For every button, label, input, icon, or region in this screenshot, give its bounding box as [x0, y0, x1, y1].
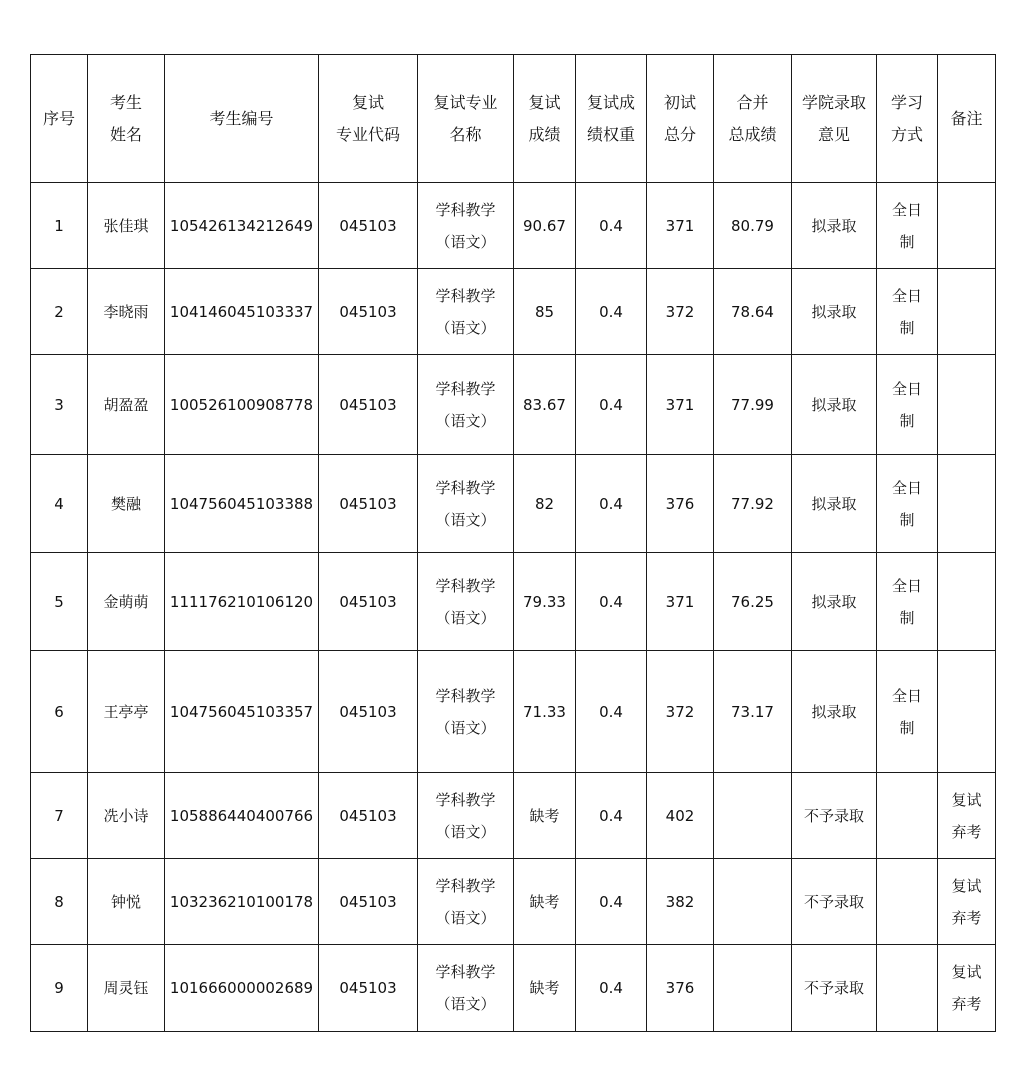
table-row	[31, 773, 996, 859]
cell-id: 105426134212649	[165, 183, 319, 269]
header-index: 序号	[31, 55, 88, 183]
cell-retest: 90.67	[514, 183, 576, 269]
cell-index: 7	[31, 773, 88, 859]
cell-total: 77.92	[714, 455, 792, 553]
table-row	[31, 269, 996, 355]
cell-total: 76.25	[714, 553, 792, 651]
cell-weight: 0.4	[576, 859, 647, 945]
cell-index: 1	[31, 183, 88, 269]
cell-weight: 0.4	[576, 773, 647, 859]
cell-initial: 371	[647, 355, 714, 455]
cell-name: 樊融	[88, 455, 165, 553]
header-major: 复试专业 名称	[418, 55, 514, 183]
header-weight: 复试成 绩权重	[576, 55, 647, 183]
table-row	[31, 945, 996, 1032]
cell-major: 学科教学 （语文）	[418, 945, 514, 1032]
cell-opinion: 拟录取	[792, 651, 877, 773]
cell-index: 6	[31, 651, 88, 773]
cell-index: 5	[31, 553, 88, 651]
cell-major: 学科教学 （语文）	[418, 269, 514, 355]
admission-table	[30, 54, 996, 1032]
cell-name: 周灵钰	[88, 945, 165, 1032]
table-row	[31, 183, 996, 269]
cell-initial: 376	[647, 945, 714, 1032]
cell-opinion: 拟录取	[792, 269, 877, 355]
cell-opinion: 拟录取	[792, 455, 877, 553]
cell-weight: 0.4	[576, 183, 647, 269]
header-note: 备注	[938, 55, 996, 183]
cell-code: 045103	[319, 651, 418, 773]
cell-total: 78.64	[714, 269, 792, 355]
cell-note: 复试 弃考	[938, 945, 996, 1032]
cell-code: 045103	[319, 945, 418, 1032]
cell-note	[938, 651, 996, 773]
cell-id: 104756045103357	[165, 651, 319, 773]
cell-retest: 79.33	[514, 553, 576, 651]
header-id: 考生编号	[165, 55, 319, 183]
cell-mode	[877, 773, 938, 859]
cell-id: 104146045103337	[165, 269, 319, 355]
cell-code: 045103	[319, 553, 418, 651]
cell-retest: 82	[514, 455, 576, 553]
cell-code: 045103	[319, 269, 418, 355]
cell-code: 045103	[319, 355, 418, 455]
cell-index: 3	[31, 355, 88, 455]
cell-mode: 全日 制	[877, 651, 938, 773]
cell-total	[714, 945, 792, 1032]
cell-total: 77.99	[714, 355, 792, 455]
cell-code: 045103	[319, 455, 418, 553]
cell-weight: 0.4	[576, 651, 647, 773]
cell-opinion: 不予录取	[792, 859, 877, 945]
cell-initial: 402	[647, 773, 714, 859]
cell-opinion: 拟录取	[792, 355, 877, 455]
cell-code: 045103	[319, 773, 418, 859]
cell-weight: 0.4	[576, 455, 647, 553]
cell-opinion: 拟录取	[792, 553, 877, 651]
cell-initial: 372	[647, 651, 714, 773]
cell-weight: 0.4	[576, 355, 647, 455]
table-row	[31, 859, 996, 945]
header-opinion: 学院录取 意见	[792, 55, 877, 183]
cell-major: 学科教学 （语文）	[418, 553, 514, 651]
header-mode: 学习 方式	[877, 55, 938, 183]
cell-total	[714, 773, 792, 859]
cell-mode	[877, 859, 938, 945]
table-row	[31, 553, 996, 651]
cell-name: 胡盈盈	[88, 355, 165, 455]
cell-mode: 全日 制	[877, 183, 938, 269]
cell-retest: 71.33	[514, 651, 576, 773]
table-row	[31, 455, 996, 553]
cell-name: 冼小诗	[88, 773, 165, 859]
cell-note	[938, 183, 996, 269]
cell-major: 学科教学 （语文）	[418, 859, 514, 945]
cell-major: 学科教学 （语文）	[418, 773, 514, 859]
table-row	[31, 355, 996, 455]
cell-total: 73.17	[714, 651, 792, 773]
cell-opinion: 不予录取	[792, 773, 877, 859]
cell-id: 103236210100178	[165, 859, 319, 945]
header-initial: 初试 总分	[647, 55, 714, 183]
cell-retest: 83.67	[514, 355, 576, 455]
cell-code: 045103	[319, 859, 418, 945]
cell-mode: 全日 制	[877, 553, 938, 651]
cell-initial: 371	[647, 183, 714, 269]
cell-id: 105886440400766	[165, 773, 319, 859]
cell-id: 101666000002689	[165, 945, 319, 1032]
cell-note	[938, 553, 996, 651]
cell-retest: 85	[514, 269, 576, 355]
cell-retest: 缺考	[514, 859, 576, 945]
cell-index: 2	[31, 269, 88, 355]
cell-retest: 缺考	[514, 945, 576, 1032]
cell-id: 104756045103388	[165, 455, 319, 553]
cell-major: 学科教学 （语文）	[418, 651, 514, 773]
cell-code: 045103	[319, 183, 418, 269]
cell-mode: 全日 制	[877, 355, 938, 455]
cell-weight: 0.4	[576, 945, 647, 1032]
cell-total: 80.79	[714, 183, 792, 269]
header-row	[31, 55, 996, 183]
cell-note: 复试 弃考	[938, 859, 996, 945]
cell-note	[938, 269, 996, 355]
cell-initial: 372	[647, 269, 714, 355]
cell-note	[938, 455, 996, 553]
cell-initial: 371	[647, 553, 714, 651]
cell-total	[714, 859, 792, 945]
cell-mode	[877, 945, 938, 1032]
cell-initial: 382	[647, 859, 714, 945]
cell-index: 4	[31, 455, 88, 553]
cell-id: 100526100908778	[165, 355, 319, 455]
cell-major: 学科教学 （语文）	[418, 455, 514, 553]
header-name: 考生 姓名	[88, 55, 165, 183]
table-row	[31, 651, 996, 773]
cell-index: 8	[31, 859, 88, 945]
cell-weight: 0.4	[576, 553, 647, 651]
cell-mode: 全日 制	[877, 455, 938, 553]
cell-major: 学科教学 （语文）	[418, 183, 514, 269]
cell-major: 学科教学 （语文）	[418, 355, 514, 455]
cell-opinion: 拟录取	[792, 183, 877, 269]
cell-name: 金萌萌	[88, 553, 165, 651]
cell-opinion: 不予录取	[792, 945, 877, 1032]
cell-retest: 缺考	[514, 773, 576, 859]
header-retest: 复试 成绩	[514, 55, 576, 183]
header-total: 合并 总成绩	[714, 55, 792, 183]
cell-id: 111176210106120	[165, 553, 319, 651]
cell-mode: 全日 制	[877, 269, 938, 355]
cell-index: 9	[31, 945, 88, 1032]
cell-name: 张佳琪	[88, 183, 165, 269]
cell-initial: 376	[647, 455, 714, 553]
cell-note: 复试 弃考	[938, 773, 996, 859]
cell-name: 李晓雨	[88, 269, 165, 355]
cell-note	[938, 355, 996, 455]
cell-weight: 0.4	[576, 269, 647, 355]
header-code: 复试 专业代码	[319, 55, 418, 183]
cell-name: 钟悦	[88, 859, 165, 945]
cell-name: 王亭亭	[88, 651, 165, 773]
